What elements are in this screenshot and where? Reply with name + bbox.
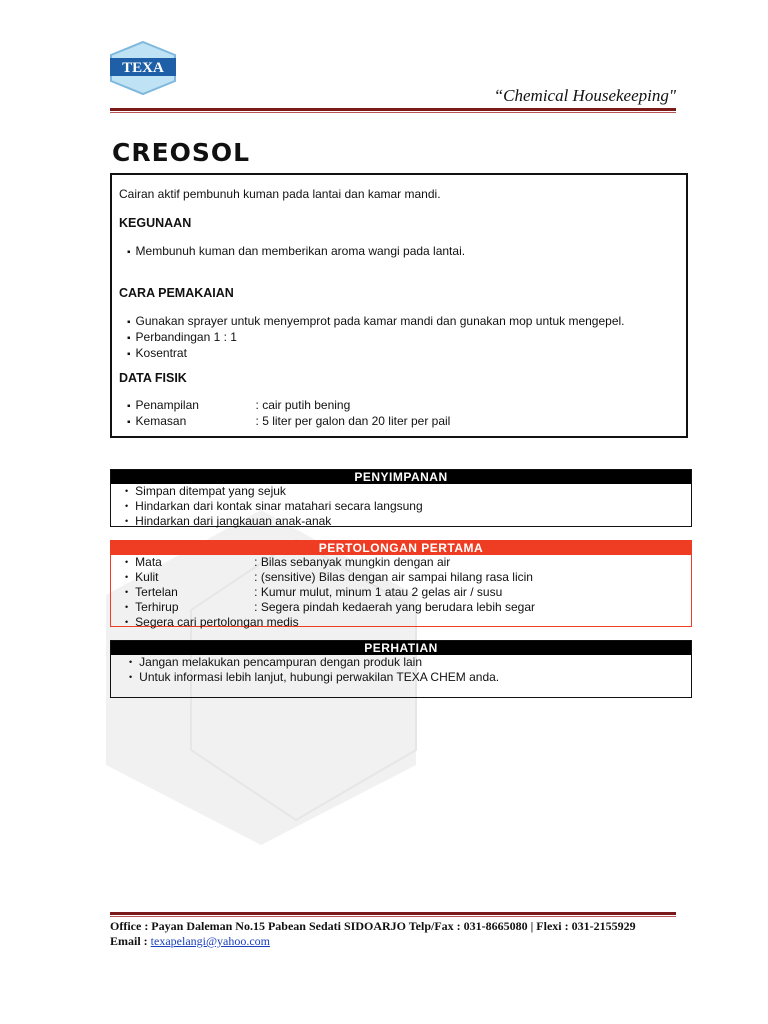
footer-office: Office : Payan Daleman No.15 Pabean Sedati SIDOARJO Telp/Fax : 031-8665080 | Flexi : 031-2155929 xyxy=(110,919,636,933)
row-label: Tertelan xyxy=(135,585,178,599)
list-item: • Jangan melakukan pencampuran dengan produk lain xyxy=(129,655,691,670)
product-intro: Cairan aktif pembunuh kuman pada lantai dan kamar mandi. xyxy=(119,187,441,201)
list-item xyxy=(125,570,691,585)
header-rule-thin xyxy=(110,112,676,113)
header-rule xyxy=(110,108,676,111)
row-label: Kulit xyxy=(135,570,159,584)
row-value: : cair putih bening xyxy=(255,398,351,412)
attention-title: PERHATIAN xyxy=(111,641,691,655)
row-label: Kemasan xyxy=(135,414,187,428)
row-value: : (sensitive) Bilas dengan air sampai hilang rasa licin xyxy=(254,570,533,584)
list-item xyxy=(119,398,450,414)
list-item: ▪ Membunuh kuman dan memberikan aroma wangi pada lantai. xyxy=(119,244,465,260)
footer-rule xyxy=(110,912,676,915)
row-value: : 5 liter per galon dan 20 liter per pail xyxy=(255,414,451,428)
row-value: : Bilas sebanyak mungkin dengan air xyxy=(254,555,451,569)
texa-logo xyxy=(107,40,179,96)
attention-panel xyxy=(110,640,692,698)
product-title: CREOSOL xyxy=(112,138,251,167)
storage-list xyxy=(111,484,691,529)
row-value: : Kumur mulut, minum 1 atau 2 gelas air / susu xyxy=(254,585,503,599)
attention-list xyxy=(111,655,691,685)
list-item: ▪ Kosentrat xyxy=(119,346,625,362)
footer-email-row xyxy=(110,934,636,949)
physical-list xyxy=(119,398,450,430)
physical-heading: DATA FISIK xyxy=(119,371,187,385)
list-item: ▪ Gunakan sprayer untuk menyemprot pada kamar mandi dan gunakan mop untuk mengepel. xyxy=(119,314,625,330)
directions-list xyxy=(119,314,625,362)
footer-rule-thin xyxy=(110,916,676,917)
logo-text: TEXA xyxy=(122,60,164,76)
storage-title: PENYIMPANAN xyxy=(111,470,691,484)
product-info-box xyxy=(110,173,688,438)
footer-email-link[interactable]: texapelangi@yahoo.com xyxy=(150,934,271,948)
list-item: • Simpan ditempat yang sejuk xyxy=(125,484,691,499)
tagline: “Chemical Housekeeping" xyxy=(493,86,676,105)
list-item xyxy=(125,585,691,600)
directions-heading: CARA PEMAKAIAN xyxy=(119,286,234,300)
first-aid-list xyxy=(111,555,691,630)
footer-email-label: Email : xyxy=(110,934,151,948)
list-item: ▪ Perbandingan 1 : 1 xyxy=(119,330,625,346)
row-label: Penampilan xyxy=(135,398,199,412)
usage-list xyxy=(119,244,465,260)
usage-heading: KEGUNAAN xyxy=(119,216,192,230)
list-item xyxy=(119,414,450,430)
list-item: • Segera cari pertolongan medis xyxy=(125,615,691,630)
row-value: : Segera pindah kedaerah yang berudara lebih segar xyxy=(254,600,536,614)
row-label: Terhirup xyxy=(135,600,179,614)
row-label: Mata xyxy=(135,555,162,569)
storage-panel xyxy=(110,469,692,527)
list-item: • Hindarkan dari jangkauan anak-anak xyxy=(125,514,691,529)
list-item: • Hindarkan dari kontak sinar matahari secara langsung xyxy=(125,499,691,514)
footer xyxy=(110,919,636,949)
first-aid-panel xyxy=(110,540,692,627)
list-item xyxy=(125,555,691,570)
first-aid-title: PERTOLONGAN PERTAMA xyxy=(111,541,691,555)
list-item xyxy=(125,600,691,615)
list-item: • Untuk informasi lebih lanjut, hubungi perwakilan TEXA CHEM anda. xyxy=(129,670,691,685)
